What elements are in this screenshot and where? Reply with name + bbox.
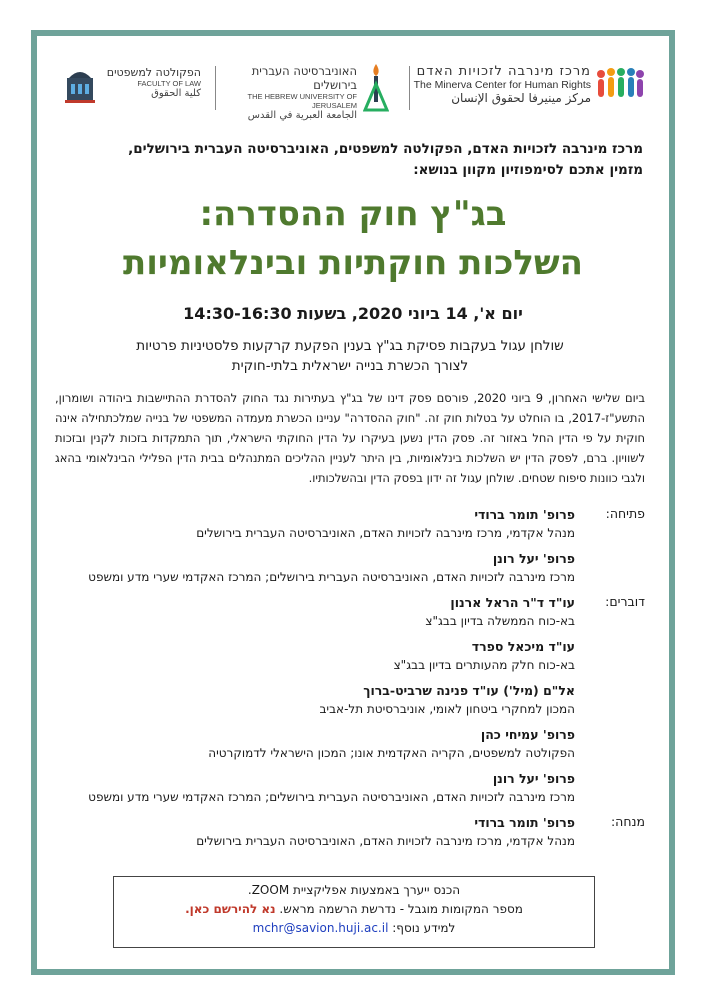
program-entry [55,682,575,718]
speaker-name: פרופ' תומר ברודי [474,815,575,830]
huji-name-ar: الجامعة العبرية في القدس [247,110,357,121]
speaker-name: עו"ד מיכאל ספרד [471,639,575,654]
subtitle-line: לצורך הכשרת בנייה ישראלית בלתי-חוקית [231,358,469,374]
registration-line [114,900,594,919]
speaker-affiliation: מרכז מינרבה לזכויות האדם, האוניברסיטה העברית בירושלים; המרכז האקדמי שערי מדע ומשפט [88,790,575,804]
speaker-name: פרופ' יעל רונן [492,551,575,566]
registration-info-box [113,876,595,948]
event-date: יום א', 14 ביוני 2020, בשעות 14:30-16:30 [183,304,523,323]
speaker-name: פרופ' עמיחי כהן [480,727,575,742]
event-title: השלכות חוקתיות ובינלאומיות [122,243,584,283]
speaker-name: פרופ' יעל רונן [492,771,575,786]
program-entry [55,638,575,674]
minerva-name-ar: مركز مينيرفا لحقوق الإنسان [451,91,591,105]
speaker-affiliation: מנהל אקדמי, מרכז מינרבה לזכויות האדם, האוניברסיטה העברית בירושלים [196,526,575,540]
program-entry [55,506,575,542]
subtitle-line: שולחן עגול בעקבות פסיקת בג"ץ בענין הפקעת קרקעות פלסטיניות פרטיות [136,338,564,354]
invitation-text [63,139,643,181]
logo-bar [37,36,669,121]
program [55,506,645,866]
logo-divider [215,66,216,110]
law-name-he: הפקולטה למשפטים [106,66,201,79]
speaker-name: פרופ' תומר ברודי [474,507,575,522]
register-link[interactable]: נא להירשם כאן. [185,902,276,916]
speaker-affiliation: בא-כוח חלק מהעותרים בדיון בבג"צ [393,658,575,672]
role-label-opening: פתיחה: [605,506,645,521]
speaker-name: עו"ד ד"ר הראל ארנון [450,595,575,610]
speaker-name: אל"ם (מיל') עו"ד פנינה שרביט-ברוך [363,683,575,698]
invitation-line: מזמין אתכם לסימפוזיון מקוון בנושא: [413,162,643,178]
program-entry [55,726,575,762]
invitation-line: מרכז מינרבה לזכויות האדם, הפקולטה למשפטים, האוניברסיטה העברית בירושלים, [128,141,643,157]
contact-email-link[interactable]: mchr@savion.huji.ac.il [252,921,389,935]
huji-name-he: האוניברסיטה העברית בירושלים [251,64,357,92]
program-entry [55,770,575,806]
huji-logo-icon [363,62,389,112]
contact-label: למידע נוסף: [392,921,456,935]
speaker-affiliation: המכון למחקרי ביטחון לאומי, אוניברסיטת תל-אביב [319,702,575,716]
zoom-note: הכנס ייערך באמצעות אפליקציית ZOOM. [247,883,461,897]
faculty-law-building-icon [65,64,95,104]
program-entry [55,550,575,586]
speaker-affiliation: הפקולטה למשפטים, הקריה האקדמית אונו; המכון הישראלי לדמוקרטיה [208,746,575,760]
speaker-affiliation: מנהל אקדמי, מרכז מינרבה לזכויות האדם, האוניברסיטה העברית בירושלים [196,834,575,848]
event-subtitle [57,336,643,376]
role-label-speakers: דוברים: [605,594,645,609]
speaker-affiliation: בא-כוח הממשלה בדיון בבג"צ [425,614,575,628]
program-entry [55,814,575,850]
event-description: ביום שלישי האחרון, 9 ביוני 2020, פורסם פסק דינו של בג"ץ בעתירות נגד החוק להסדרת ההתיישבות ביהודה ושומרון, התשע"ז-2017, בו הוחלט על בטלות חוק זה. "חוק ההסדרה" עניינו הכשרת מעמדה המשפטי של בנייה שמלכתחילה אינה חוקית על פי הדין החל באזור זה. פסק הדין נשען בעיקרו על הדין החוקתי הישראלי, תוך התמקדות בזכות לקנין ובזכות לשוויון. ברם, לפסק הדין יש השלכות בינלאומיות, בין היתר לעניין ההליכים המתנהלים בבית הדין הפלילי הבינלאומי בהאג ולגבי כוונות סיפוח שטחים. שולחן עגול זה ידון בפסק הדין ובהשלכותיו. [55,391,645,485]
logo-divider [409,66,410,110]
minerva-name-he: מרכז מינרבה לזכויות האדם [416,64,591,79]
law-name-en: FACULTY OF LAW [137,79,201,88]
minerva-name-en: The Minerva Center for Human Rights [413,79,591,91]
program-entry [55,594,575,630]
faculty-law-logo-text [101,66,201,99]
minerva-logo-icon [593,64,647,104]
huji-name-en: THE HEBREW UNIVERSITY OF JERUSALEM [247,92,357,110]
registration-note: מספר המקומות מוגבל - נדרשת הרשמה מראש. [279,902,523,916]
event-title: בג"ץ חוק ההסדרה: [199,194,507,234]
huji-logo-text [227,64,357,121]
contact-line [114,919,594,938]
page-frame [31,30,675,975]
role-label-moderator: מנחה: [610,814,645,829]
minerva-logo-text [414,64,591,105]
law-name-ar: كلية الحقوق [151,88,201,99]
speaker-affiliation: מרכז מינרבה לזכויות האדם, האוניברסיטה העברית בירושלים; המרכז האקדמי שערי מדע ומשפט [88,570,575,584]
